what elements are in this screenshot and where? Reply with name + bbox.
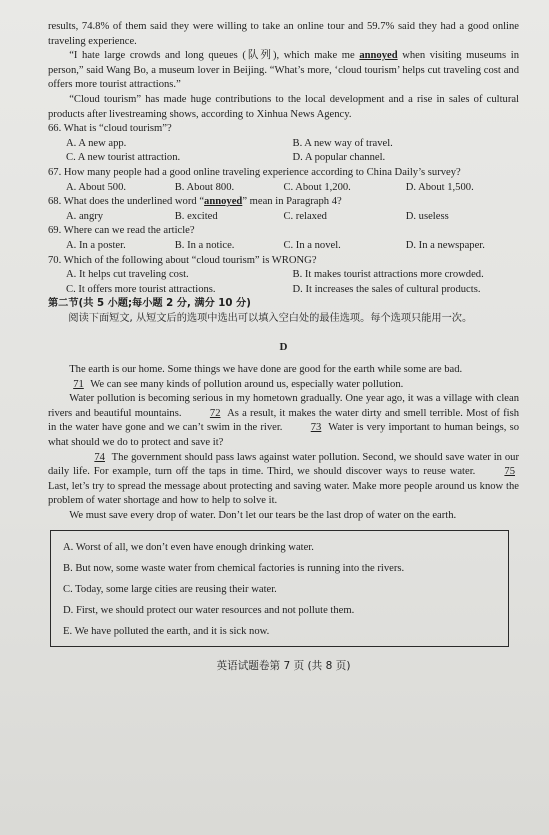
page-footer: 英语试题卷第 7 页 (共 8 页) bbox=[216, 659, 351, 672]
section-2-title: 第二节(共 5 小题;每小题 2 分, 满分 10 分) bbox=[48, 298, 251, 310]
option-68-c[interactable]: C. relaxed bbox=[283, 210, 327, 222]
passage-paragraph-3 bbox=[48, 451, 519, 509]
blank-71[interactable]: 71 bbox=[73, 378, 84, 390]
option-68-b[interactable]: B. excited bbox=[174, 210, 218, 222]
blank-74[interactable]: 74 bbox=[94, 451, 105, 463]
p1-text-b: We can see many kinds of pollution around us, especially water pollution. bbox=[87, 378, 404, 390]
q68-underlined-word: annoyed bbox=[204, 196, 243, 208]
reading-paragraph-quote bbox=[48, 49, 519, 93]
passage-paragraph-4: We must save every drop of water. Don’t let our tears be the last drop of water on the earth. bbox=[69, 510, 457, 521]
p3-text-b: Last, let’s try to spread the message about protecting and saving water. Make more people around us know the problem of water shortage and how to help to solve it. bbox=[48, 480, 519, 507]
quote-text-before: “I hate large crowds and long queues (队列), which make me bbox=[69, 50, 360, 62]
option-69-c[interactable]: C. In a novel. bbox=[283, 239, 341, 251]
option-70-a[interactable]: A. It helps cut traveling cost. bbox=[66, 269, 189, 281]
option-66-b[interactable]: B. A new way of travel. bbox=[292, 137, 393, 149]
passage-paragraph-1 bbox=[48, 363, 519, 392]
question-68-options bbox=[48, 210, 519, 225]
option-70-b[interactable]: B. It makes tourist attractions more crowded. bbox=[292, 269, 484, 281]
choice-d[interactable]: D. First, we should protect our water resources and not pollute them. bbox=[63, 604, 355, 616]
option-67-b[interactable]: B. About 800. bbox=[174, 181, 235, 193]
blank-72[interactable]: 72 bbox=[209, 407, 221, 419]
question-69-stem: 69. Where can we read the article? bbox=[48, 225, 195, 237]
p1-text-a: The earth is our home. Some things we have done are good for the earth while some are bad. bbox=[69, 364, 463, 376]
option-69-d[interactable]: D. In a newspaper. bbox=[405, 239, 485, 251]
p2-text-b: As a result, it makes the water dirty and smell terrible. Most of fish in the water have gone and we can’t swim in the river. bbox=[48, 407, 519, 434]
question-69-options bbox=[48, 239, 519, 254]
blank-73[interactable]: 73 bbox=[310, 422, 322, 434]
question-66-options bbox=[48, 137, 519, 166]
option-70-c[interactable]: C. It offers more tourist attractions. bbox=[66, 283, 216, 295]
option-68-d[interactable]: D. useless bbox=[405, 210, 449, 222]
section-2-instruction: 阅读下面短文, 从短文后的选项中选出可以填入空白处的最佳选项。每个选项只能用一次。 bbox=[68, 312, 473, 324]
option-68-a[interactable]: A. angry bbox=[66, 210, 104, 222]
reading-paragraph-results: results, 74.8% of them said they were willing to take an online tour and 59.7% said they had a good online traveling experience. bbox=[48, 21, 519, 47]
question-70-stem: 70. Which of the following about “cloud tourism” is WRONG? bbox=[48, 254, 317, 266]
choice-c[interactable]: C. Today, some large cities are reusing their water. bbox=[63, 583, 277, 595]
option-67-a[interactable]: A. About 500. bbox=[66, 181, 127, 193]
reading-paragraph-cloud: “Cloud tourism” has made huge contributions to the local development and a rise in sales of cultural products after livestreaming shows, according to Xinhua News Agency. bbox=[48, 93, 519, 120]
option-70-d[interactable]: D. It increases the sales of cultural products. bbox=[292, 283, 481, 295]
p2-text-a: Water pollution is becoming serious in my hometown gradually. One year ago, it was a village with clean rivers and beautiful mountains. bbox=[48, 393, 519, 419]
option-69-a[interactable]: A. In a poster. bbox=[66, 239, 126, 251]
choices-box bbox=[50, 530, 509, 647]
choice-b[interactable]: B. But now, some waste water from chemical factories is running into the rivers. bbox=[63, 562, 405, 574]
option-66-d[interactable]: D. A popular channel. bbox=[292, 152, 386, 164]
p3-text-a: The government should pass laws against water pollution. Second, we should save water in our daily life. For example, turn off the taps in time. Third, we should discover ways to reuse water. bbox=[48, 451, 519, 478]
blank-75[interactable]: 75 bbox=[504, 466, 515, 478]
q68-stem-after: ” mean in Paragraph 4? bbox=[242, 196, 342, 208]
underlined-word-annoyed: annoyed bbox=[359, 50, 398, 62]
option-67-c[interactable]: C. About 1,200. bbox=[283, 181, 351, 193]
option-69-b[interactable]: B. In a notice. bbox=[174, 239, 235, 251]
option-66-c[interactable]: C. A new tourist attraction. bbox=[66, 152, 181, 164]
passage-paragraph-2 bbox=[48, 392, 519, 450]
passage-letter: D bbox=[279, 341, 288, 354]
question-67-options bbox=[48, 181, 519, 196]
question-67-stem: 67. How many people had a good online traveling experience according to China Daily’s survey? bbox=[48, 166, 461, 178]
quote-text-after: when visiting museums in person,” said Wang Bo, a museum lover in Beijing. “What’s more, ‘cloud tourism’ helps cut traveling cost and offers more tourist attractions.” bbox=[48, 50, 520, 91]
p2-text-c: Water is very important to human beings, so what should we do to protect and save it? bbox=[48, 422, 519, 449]
q68-stem-before: 68. What does the underlined word “ bbox=[48, 196, 205, 208]
option-66-a[interactable]: A. A new app. bbox=[66, 137, 127, 149]
question-70-options bbox=[48, 268, 519, 297]
question-66-stem: 66. What is “cloud tourism”? bbox=[48, 123, 172, 135]
choice-a[interactable]: A. Worst of all, we don’t even have enough drinking water. bbox=[63, 541, 314, 553]
question-68-stem bbox=[48, 195, 519, 210]
choice-e[interactable]: E. We have polluted the earth, and it is sick now. bbox=[63, 625, 270, 637]
option-67-d[interactable]: D. About 1,500. bbox=[405, 181, 474, 193]
